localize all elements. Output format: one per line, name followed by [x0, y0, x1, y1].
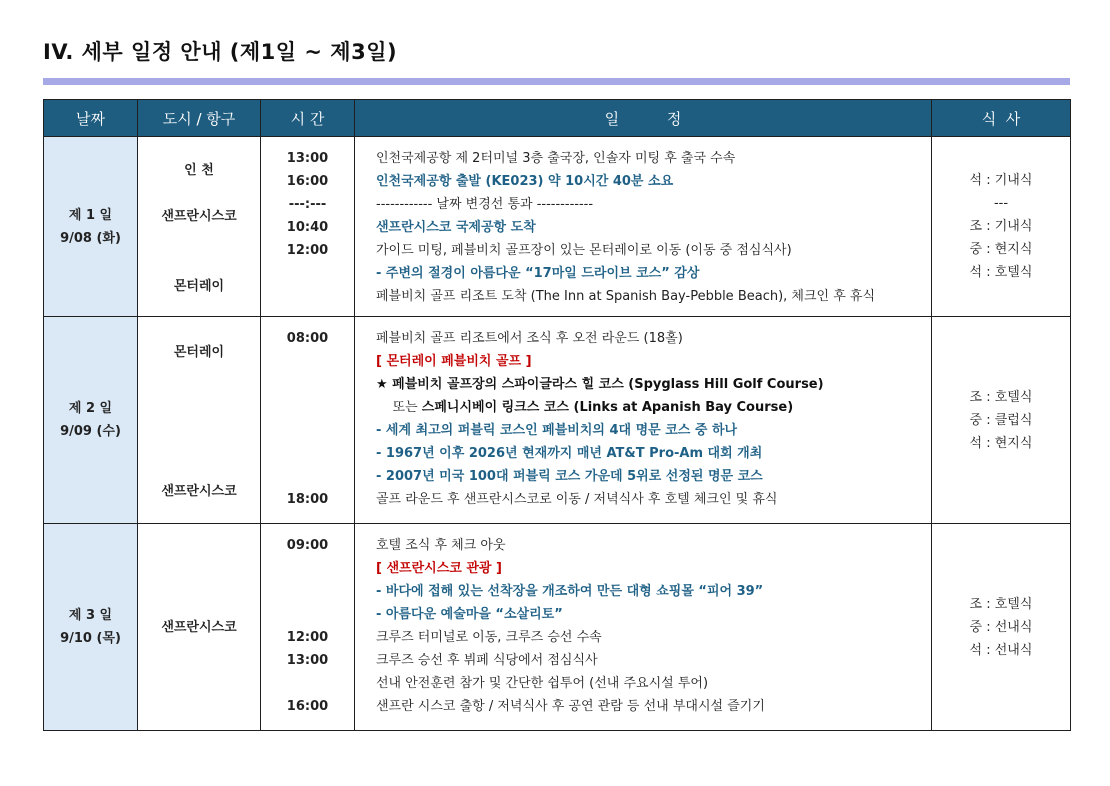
schedule-line: 크루즈 승선 후 뷔페 식당에서 점심식사	[376, 653, 598, 668]
time-value: 18:00	[286, 492, 329, 507]
meal-item: ---	[993, 196, 1009, 211]
time-cell	[261, 137, 355, 317]
schedule-line: ------------ 날짜 변경선 통과 ------------	[376, 197, 594, 212]
day-label: 제 2 일	[68, 401, 113, 416]
city-cell	[138, 524, 261, 731]
time-cell	[261, 524, 355, 731]
time-value: 16:00	[286, 174, 329, 189]
meal-cell	[932, 137, 1071, 317]
day-date: 9/10 (목)	[60, 631, 121, 646]
meal-item: 조 : 호텔식	[969, 596, 1033, 612]
schedule-line: 인천국제공항 제 2터미널 3층 출국장, 인솔자 미팅 후 출국 수속	[376, 151, 736, 166]
time-value: 13:00	[286, 151, 329, 166]
page-title: IV. 세부 일정 안내 (제1일 ~ 제3일)	[43, 40, 398, 64]
time-value: 12:00	[286, 243, 329, 258]
time-value: 09:00	[286, 538, 329, 553]
meal-item: 석 : 현지식	[969, 435, 1033, 451]
itinerary-table	[43, 99, 1071, 731]
day-date: 9/09 (수)	[60, 424, 121, 439]
day-cell	[44, 317, 138, 524]
meal-cell	[932, 524, 1071, 731]
schedule-line: 선내 안전훈련 참가 및 간단한 쉽투어 (선내 주요시설 투어)	[376, 676, 709, 691]
city-label: 몬터레이	[173, 279, 225, 294]
schedule-line: - 아름다운 예술마을 “소살리토”	[376, 607, 563, 622]
table-row	[44, 524, 1071, 731]
city-label: 인 천	[184, 163, 214, 178]
header-meal: 식 사	[932, 100, 1071, 137]
header-schedule: 일 정	[355, 100, 932, 137]
schedule-cell	[355, 317, 932, 524]
schedule-line: 인천국제공항 출발 (KE023) 약 10시간 40분 소요	[376, 174, 674, 189]
table-row	[44, 317, 1071, 524]
schedule-line: 샌프란 시스코 출항 / 저녁식사 후 공연 관람 등 선내 부대시설 즐기기	[376, 699, 765, 714]
city-cell	[138, 137, 261, 317]
meal-item: 중 : 클럽식	[969, 412, 1033, 428]
time-value: 08:00	[286, 331, 329, 346]
header-city: 도시 / 항구	[138, 100, 261, 137]
time-value: ---:---	[288, 197, 327, 212]
schedule-line: ★ 페블비치 골프장의 스파이글라스 힐 코스 (Spyglass Hill Golf Course)	[376, 377, 824, 392]
schedule-line: 페블비치 골프 리조트에서 조식 후 오전 라운드 (18홀)	[376, 331, 683, 346]
schedule-line: 골프 라운드 후 샌프란시스코로 이동 / 저녁식사 후 호텔 체크인 및 휴식	[376, 492, 778, 507]
schedule-cell	[355, 137, 932, 317]
schedule-line: - 바다에 접해 있는 선착장을 개조하여 만든 대형 쇼핑몰 “피어 39”	[376, 584, 764, 599]
schedule-line: - 1967년 이후 2026년 현재까지 매년 AT&T Pro-Am 대회 개최	[376, 446, 763, 461]
meal-item: 석 : 호텔식	[969, 265, 1033, 280]
time-value: 12:00	[286, 630, 329, 645]
meal-cell	[932, 317, 1071, 524]
schedule-line: 페블비치 골프 리조트 도착 (The Inn at Spanish Bay-Pebble Beach), 체크인 후 휴식	[376, 289, 876, 304]
meal-item: 중 : 현지식	[969, 242, 1033, 257]
day-date: 9/08 (화)	[60, 230, 121, 246]
day-cell	[44, 524, 138, 731]
schedule-line: - 2007년 미국 100대 퍼블릭 코스 가운데 5위로 선정된 명문 코스	[376, 469, 763, 484]
schedule-line-prefix: 또는	[376, 400, 422, 415]
meal-item: 조 : 호텔식	[969, 389, 1033, 405]
city-label: 샌프란시스코	[161, 209, 237, 224]
schedule-line: 호텔 조식 후 체크 아웃	[376, 538, 506, 553]
city-label: 샌프란시스코	[161, 484, 237, 499]
day-label: 제 1 일	[68, 207, 113, 223]
time-value: 10:40	[286, 220, 329, 235]
schedule-line: [ 몬터레이 페블비치 골프 ]	[376, 354, 532, 369]
city-cell	[138, 317, 261, 524]
schedule-line: - 주변의 절경이 아름다운 “17마일 드라이브 코스” 감상	[376, 266, 700, 281]
table-row	[44, 137, 1071, 317]
header-time: 시 간	[261, 100, 355, 137]
time-value: 16:00	[286, 699, 329, 714]
schedule-line: - 세계 최고의 퍼블릭 코스인 페블비치의 4대 명문 코스 중 하나	[376, 423, 738, 438]
meal-item: 석 : 기내식	[969, 173, 1033, 188]
time-value: 13:00	[286, 653, 329, 668]
schedule-line: [ 샌프란시스코 관광 ]	[376, 561, 502, 576]
city-label: 몬터레이	[173, 345, 225, 360]
day-cell	[44, 137, 138, 317]
meal-item: 석 : 선내식	[969, 642, 1033, 658]
schedule-line: 샌프란시스코 국제공항 도착	[376, 220, 536, 235]
table-header-row	[44, 100, 1071, 137]
schedule-line	[376, 396, 931, 419]
header-date: 날짜	[44, 100, 138, 137]
meal-item: 중 : 선내식	[969, 619, 1033, 635]
meal-item: 조 : 기내식	[969, 219, 1033, 234]
day-label: 제 3 일	[68, 608, 113, 623]
schedule-line: 크루즈 터미널로 이동, 크루즈 승선 수속	[376, 630, 602, 645]
city-label: 샌프란시스코	[161, 620, 237, 635]
time-cell	[261, 317, 355, 524]
schedule-cell	[355, 524, 932, 731]
title-underline-bar	[43, 78, 1070, 85]
schedule-line-bold: 스페니시베이 링크스 코스 (Links at Apanish Bay Course)	[421, 400, 794, 415]
schedule-line: 가이드 미팅, 페블비치 골프장이 있는 몬터레이로 이동 (이동 중 점심식사)	[376, 243, 792, 258]
